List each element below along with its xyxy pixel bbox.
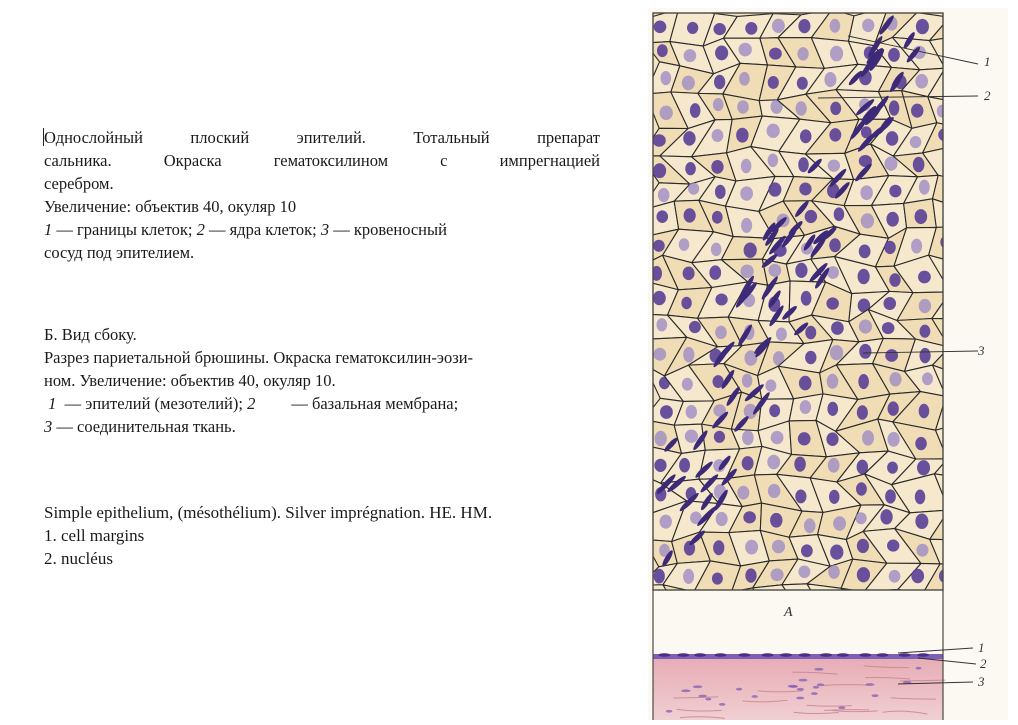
panel-b <box>653 590 945 720</box>
cell-nucleus <box>680 596 692 612</box>
fibroblast-nucleus <box>797 688 804 691</box>
cell-nucleus <box>834 207 845 221</box>
cell-nucleus <box>912 595 922 609</box>
cell-margin <box>864 589 922 614</box>
cell-nucleus <box>952 403 964 418</box>
fibroblast-nucleus <box>666 710 673 713</box>
title-line-3: серебром. <box>44 174 114 193</box>
fibroblast-nucleus <box>865 683 874 686</box>
cell-nucleus <box>857 567 870 582</box>
cell-nucleus <box>654 459 666 472</box>
mesothelial-nucleus <box>799 653 811 657</box>
cell-nucleus <box>653 348 666 361</box>
label-a-2: 2 <box>984 88 991 103</box>
cell-nucleus <box>857 405 868 419</box>
cell-nucleus <box>772 540 785 554</box>
fibroblast-nucleus <box>811 692 818 695</box>
label-a-1: 1 <box>984 54 991 69</box>
cell-nucleus <box>829 595 840 608</box>
cell-nucleus <box>768 76 779 89</box>
cell-nucleus <box>683 347 694 362</box>
cell-nucleus <box>660 106 673 120</box>
cell-nucleus <box>918 271 931 284</box>
cell-nucleus <box>798 566 810 578</box>
cell-nucleus <box>656 210 668 223</box>
cell-nucleus <box>712 129 724 142</box>
cell-nucleus <box>883 297 896 310</box>
cell-nucleus <box>769 48 782 60</box>
fibroblast-nucleus <box>705 698 711 701</box>
fibroblast-nucleus <box>798 679 807 682</box>
cell-nucleus <box>828 159 840 171</box>
cell-nucleus <box>737 100 749 114</box>
mesothelial-nucleus <box>738 653 750 657</box>
cell-nucleus <box>888 48 900 62</box>
cell-nucleus <box>887 540 899 552</box>
cell-nucleus <box>712 572 723 584</box>
cell-nucleus <box>920 325 931 338</box>
en-item-2: 2. nucléus <box>44 549 113 568</box>
cell-nucleus <box>805 351 816 364</box>
cell-nucleus <box>949 489 960 502</box>
mesothelial-nucleus <box>694 653 706 657</box>
cell-nucleus <box>827 402 838 416</box>
fibroblast-nucleus <box>838 706 845 709</box>
cell-nucleus <box>800 129 811 143</box>
cell-nucleus <box>858 269 870 285</box>
cell-nucleus <box>889 185 901 198</box>
cell-nucleus <box>919 180 930 195</box>
cell-nucleus <box>911 569 924 584</box>
description-ru-b <box>44 323 600 438</box>
cell-nucleus <box>826 297 839 309</box>
cell-nucleus <box>952 432 964 447</box>
cell-nucleus <box>716 512 728 526</box>
cell-nucleus <box>798 157 809 172</box>
cell-nucleus <box>652 134 665 147</box>
mesothelial-nucleus <box>762 653 774 657</box>
cell-nucleus <box>947 326 958 341</box>
cell-nucleus <box>742 602 754 614</box>
fibroblast-nucleus <box>698 695 707 698</box>
fibroblast-nucleus <box>719 703 726 706</box>
cell-nucleus <box>915 437 927 450</box>
cell-nucleus <box>715 185 726 199</box>
cell-nucleus <box>740 265 753 279</box>
cell-nucleus <box>915 490 925 505</box>
cell-nucleus <box>915 514 928 529</box>
cell-nucleus <box>882 322 895 334</box>
cell-nucleus <box>770 513 782 528</box>
cell-nucleus <box>939 569 950 583</box>
cell-nucleus <box>888 401 899 416</box>
cell-nucleus <box>713 540 724 555</box>
figure-svg <box>648 8 1008 720</box>
cell-nucleus <box>687 22 698 34</box>
cell-nucleus <box>801 291 812 306</box>
fibroblast-nucleus <box>736 688 743 691</box>
cell-nucleus <box>768 484 780 498</box>
cell-nucleus <box>715 326 727 340</box>
cell-nucleus <box>911 104 923 118</box>
cell-nucleus <box>768 153 779 167</box>
cell-nucleus <box>798 432 811 445</box>
legend-line: 1 — границы клеток; 2 — ядра клеток; 3 — кровеносный <box>44 220 447 239</box>
cell-nucleus <box>769 404 780 417</box>
legend-line-cont: сосуд под эпителием. <box>44 243 195 262</box>
cell-nucleus <box>948 159 959 173</box>
cell-nucleus <box>944 519 956 533</box>
cell-nucleus <box>795 489 806 503</box>
fibroblast-nucleus <box>681 689 691 692</box>
cell-nucleus <box>805 210 817 223</box>
cell-margin <box>694 592 744 622</box>
cell-nucleus <box>860 185 872 200</box>
cell-nucleus <box>709 265 721 280</box>
cell-nucleus <box>798 19 810 33</box>
cell-margin <box>933 199 966 228</box>
cell-nucleus <box>771 597 783 612</box>
description-en <box>44 501 600 570</box>
desc-line-2: ном. Увеличение: объектив 40, окуляр 10. <box>44 371 336 390</box>
cell-nucleus <box>858 374 869 389</box>
label-b-2: 2 <box>980 656 987 671</box>
cell-nucleus <box>767 455 780 469</box>
cell-nucleus <box>942 349 954 362</box>
cell-nucleus <box>829 128 841 141</box>
cell-margin <box>731 588 768 623</box>
cell-nucleus <box>770 568 783 581</box>
cell-nucleus <box>938 128 950 141</box>
cell-nucleus <box>768 182 781 196</box>
cell-nucleus <box>656 318 667 331</box>
cell-nucleus <box>885 349 898 362</box>
fibroblast-nucleus <box>813 686 819 689</box>
cell-nucleus <box>711 160 723 174</box>
cell-nucleus <box>713 98 724 111</box>
fibroblast-nucleus <box>693 685 703 688</box>
cell-nucleus <box>833 516 846 531</box>
cell-nucleus <box>830 46 843 62</box>
panel-a-letter: А <box>784 605 793 620</box>
cell-nucleus <box>916 19 929 34</box>
cell-nucleus <box>679 238 690 251</box>
cell-nucleus <box>862 430 874 445</box>
cell-nucleus <box>684 208 696 222</box>
cell-nucleus <box>880 509 892 524</box>
cell-nucleus <box>658 188 670 202</box>
cell-nucleus <box>797 592 808 605</box>
cell-nucleus <box>655 431 667 447</box>
cell-nucleus <box>653 291 666 305</box>
cell-nucleus <box>801 544 813 557</box>
cell-nucleus <box>683 569 694 584</box>
desc-line-1: Разрез париетальной брюшины. Окраска гематоксилин-эози- <box>44 348 474 367</box>
cell-nucleus <box>831 321 844 334</box>
cell-nucleus <box>682 378 693 391</box>
cell-nucleus <box>683 266 695 280</box>
mesothelial-nucleus <box>714 653 726 657</box>
cell-nucleus <box>744 242 757 258</box>
mesothelial-nucleus <box>859 653 871 657</box>
cell-nucleus <box>686 405 697 419</box>
side-view-heading: Б. Вид сбоку. <box>44 325 137 344</box>
cell-nucleus <box>739 72 750 86</box>
cell-nucleus <box>889 570 901 583</box>
cell-nucleus <box>661 71 672 85</box>
mesothelial-nucleus <box>899 653 911 657</box>
cell-nucleus <box>886 131 898 146</box>
cell-nucleus <box>683 131 695 146</box>
title-line-2: сальника. Окраска гематоксилином с импрегнацией <box>44 151 600 170</box>
fibroblast-nucleus <box>796 697 804 700</box>
fibroblast-nucleus <box>789 685 798 688</box>
cell-nucleus <box>715 46 728 61</box>
cell-nucleus <box>742 374 753 388</box>
cell-nucleus <box>886 212 898 227</box>
cell-nucleus <box>859 244 871 258</box>
cell-nucleus <box>946 459 959 472</box>
cell-nucleus <box>690 103 701 118</box>
cell-nucleus <box>859 319 872 333</box>
cell-nucleus <box>830 545 843 560</box>
cell-nucleus <box>889 273 900 287</box>
cell-nucleus <box>919 299 931 313</box>
cell-nucleus <box>857 539 869 553</box>
cell-nucleus <box>922 372 933 385</box>
cell-nucleus <box>654 569 665 584</box>
cell-nucleus <box>830 345 843 360</box>
cell-nucleus <box>742 456 754 470</box>
cell-nucleus <box>769 264 782 277</box>
en-title: Simple epithelium, (mésothélium). Silver imprégnation. HE. HM. <box>44 503 493 522</box>
cell-nucleus <box>889 100 899 115</box>
fibroblast-nucleus <box>915 667 921 670</box>
cell-margin <box>898 589 937 614</box>
description-ru-a <box>44 126 600 172</box>
panel-a <box>648 8 980 623</box>
cell-nucleus <box>795 263 807 278</box>
magnification-text: Увеличение: объектив 40, окуляр 10 <box>44 197 297 216</box>
cell-nucleus <box>859 344 871 359</box>
cell-nucleus <box>797 47 808 60</box>
fibroblast-nucleus <box>752 695 758 698</box>
cell-nucleus <box>653 163 666 178</box>
cell-nucleus <box>857 595 868 608</box>
cell-nucleus <box>944 187 957 199</box>
cell-nucleus <box>653 240 665 252</box>
histology-figure <box>648 8 1008 720</box>
cell-margin <box>841 588 892 618</box>
cell-nucleus <box>715 293 727 305</box>
cell-nucleus <box>660 405 673 419</box>
cell-nucleus <box>887 461 898 473</box>
cell-nucleus <box>861 213 874 228</box>
mesothelial-nucleus <box>658 653 670 657</box>
cell-nucleus <box>915 209 928 224</box>
cell-nucleus <box>947 22 959 36</box>
mesothelial-nucleus <box>917 653 929 657</box>
cell-nucleus <box>862 19 874 33</box>
cell-nucleus <box>829 238 841 252</box>
cell-nucleus <box>657 44 668 57</box>
cell-nucleus <box>685 430 698 443</box>
cell-nucleus <box>741 159 752 173</box>
cell-nucleus <box>681 297 691 309</box>
cell-nucleus <box>660 515 672 529</box>
cell-nucleus <box>911 239 922 254</box>
cell-nucleus <box>915 74 928 89</box>
description-ru-a-cont <box>44 172 600 264</box>
cell-nucleus <box>804 518 816 533</box>
cell-nucleus <box>910 136 922 148</box>
cell-nucleus <box>944 75 957 89</box>
cell-nucleus <box>916 544 928 557</box>
mesothelial-nucleus <box>876 653 888 657</box>
cell-nucleus <box>796 101 807 115</box>
cell-nucleus <box>884 241 895 254</box>
cell-nucleus <box>684 49 697 62</box>
cell-nucleus <box>689 321 701 333</box>
legend-b-line-3: 3 — соединительная ткань. <box>44 417 236 436</box>
cell-nucleus <box>772 19 785 33</box>
mesothelial-nucleus <box>837 653 849 657</box>
cell-nucleus <box>685 162 696 175</box>
cell-nucleus <box>944 270 957 283</box>
cell-nucleus <box>718 601 729 613</box>
cell-nucleus <box>945 46 957 58</box>
cell-nucleus <box>830 19 841 33</box>
cell-nucleus <box>714 75 725 89</box>
cell-nucleus <box>654 592 665 605</box>
fibroblast-nucleus <box>817 683 825 686</box>
cell-nucleus <box>949 299 960 314</box>
cell-nucleus <box>830 102 841 116</box>
cell-nucleus <box>745 22 757 35</box>
label-b-3: 3 <box>978 674 985 689</box>
cell-nucleus <box>797 77 808 90</box>
cell-nucleus <box>711 243 722 256</box>
label-b-1: 1 <box>978 640 985 655</box>
mesothelial-nucleus <box>820 653 832 657</box>
cell-nucleus <box>887 432 899 447</box>
cell-nucleus <box>890 598 901 610</box>
cell-nucleus <box>739 43 752 57</box>
mesothelial-nucleus <box>780 653 792 657</box>
cell-nucleus <box>889 372 901 386</box>
cell-margin <box>922 587 978 623</box>
cell-nucleus <box>919 404 930 419</box>
legend-b-line: 1 — эпителий (мезотелий); 2 — базальная мембрана; <box>48 394 459 413</box>
cell-nucleus <box>765 379 776 391</box>
cell-nucleus <box>682 76 695 91</box>
fibroblast-nucleus <box>872 694 879 697</box>
cell-nucleus <box>688 183 699 195</box>
cell-nucleus <box>943 205 955 220</box>
cell-nucleus <box>829 490 839 504</box>
cell-nucleus <box>805 326 816 340</box>
cell-nucleus <box>713 23 725 35</box>
cell-nucleus <box>776 327 787 340</box>
cell-nucleus <box>800 400 811 414</box>
cell-nucleus <box>743 511 756 523</box>
title-line-1: Однослойный плоский эпителий. Тотальный препарат <box>44 128 600 147</box>
cell-nucleus <box>741 218 752 233</box>
cell-nucleus <box>947 374 960 389</box>
en-item-1: 1. cell margins <box>44 526 145 545</box>
mesothelial-nucleus <box>677 653 689 657</box>
cell-nucleus <box>917 460 930 475</box>
cell-nucleus <box>745 540 758 555</box>
cell-nucleus <box>828 458 840 473</box>
cell-nucleus <box>714 431 725 443</box>
cell-nucleus <box>767 124 780 138</box>
cell-nucleus <box>740 186 753 200</box>
cell-nucleus <box>919 348 930 364</box>
cell-nucleus <box>742 430 754 445</box>
cell-nucleus <box>771 431 784 444</box>
cell-nucleus <box>913 157 925 172</box>
cell-nucleus <box>856 482 867 495</box>
cell-nucleus <box>947 545 960 559</box>
cell-nucleus <box>855 512 866 524</box>
cell-nucleus <box>885 489 896 503</box>
label-a-3: 3 <box>978 343 985 358</box>
cell-nucleus <box>826 432 838 446</box>
cell-nucleus <box>737 486 749 500</box>
cell-nucleus <box>828 565 839 579</box>
cell-nucleus <box>939 597 952 610</box>
cell-nucleus <box>827 374 839 389</box>
cell-nucleus <box>654 20 667 33</box>
cell-nucleus <box>940 236 952 249</box>
cell-nucleus <box>799 183 811 196</box>
cell-nucleus <box>712 211 723 224</box>
cell-nucleus <box>794 457 806 472</box>
cell-nucleus <box>824 72 836 87</box>
fibroblast-nucleus <box>814 668 823 671</box>
cell-nucleus <box>736 128 748 143</box>
cell-nucleus <box>745 568 756 582</box>
cell-nucleus <box>799 376 812 391</box>
cell-nucleus <box>679 458 690 473</box>
